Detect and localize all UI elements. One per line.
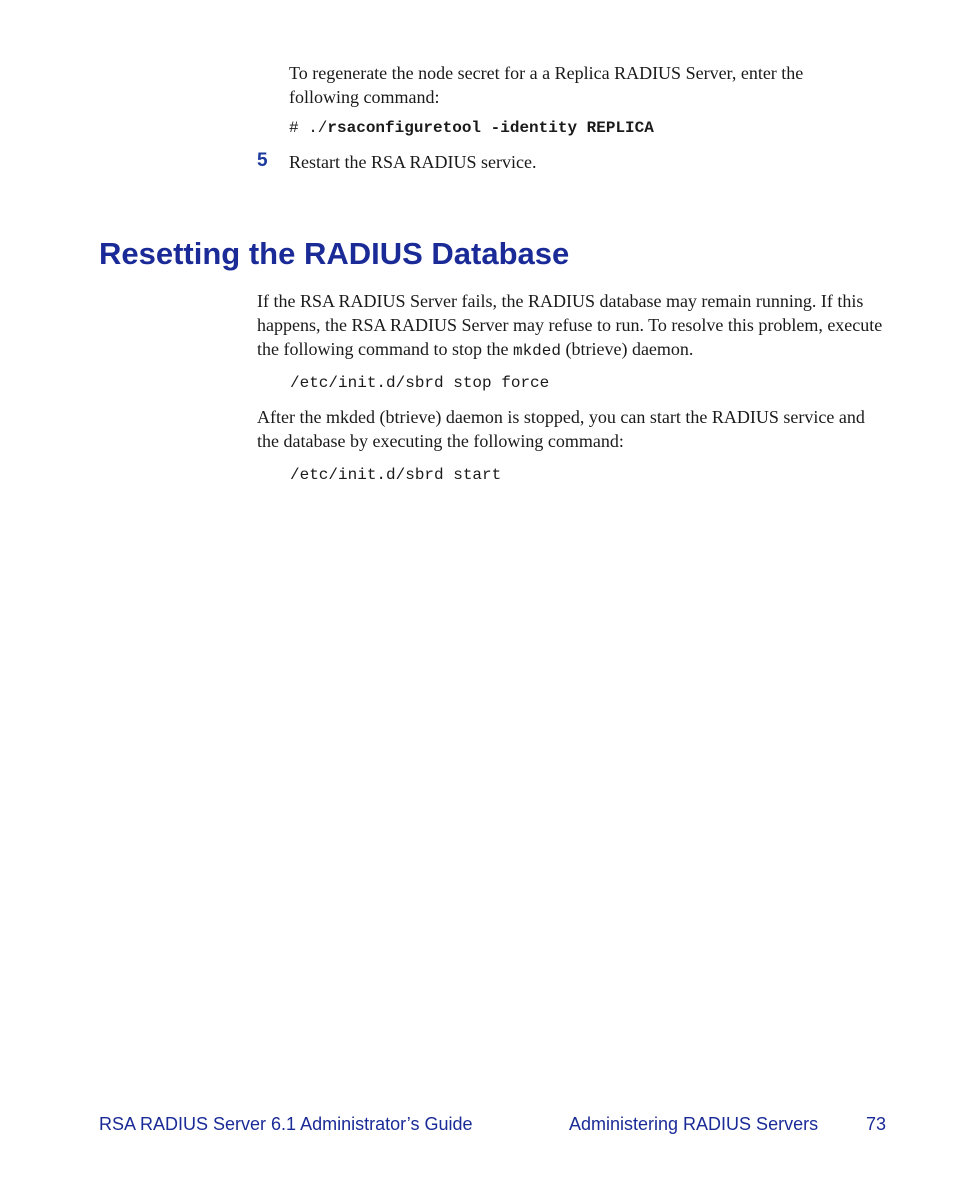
start-command: /etc/init.d/sbrd start [290, 466, 502, 484]
command-prompt: # ./ [289, 119, 328, 137]
inline-code-mkded: mkded [512, 342, 561, 360]
step-number: 5 [257, 150, 268, 171]
footer-chapter: Administering RADIUS Servers [569, 1114, 819, 1134]
command-bold: rsaconfiguretool -identity REPLICA [327, 119, 654, 137]
section-paragraph-2: After the mkded (btrieve) daemon is stopped, you can start the RADIUS service and the database by executing the following command: [257, 407, 865, 451]
step-text: Restart the RSA RADIUS service. [289, 152, 537, 172]
stop-command: /etc/init.d/sbrd stop force [290, 374, 550, 392]
para1-text-before: If the RSA RADIUS Server fails, the RADIUS database may remain running. If this happens, the RSA RADIUS Server may refuse to run. To resolve this problem, execute the following command to stop the [257, 291, 883, 359]
footer-page-number: 73 [866, 1114, 887, 1134]
para1-text-after: (btrieve) daemon. [560, 339, 694, 359]
intro-paragraph: To regenerate the node secret for a a Replica RADIUS Server, enter the following command: [289, 63, 804, 107]
footer-book-title: RSA RADIUS Server 6.1 Administrator’s Guide [99, 1114, 473, 1134]
replica-command [289, 118, 654, 138]
section-paragraph-1 [257, 289, 887, 363]
section-heading: Resetting the RADIUS Database [99, 236, 570, 271]
